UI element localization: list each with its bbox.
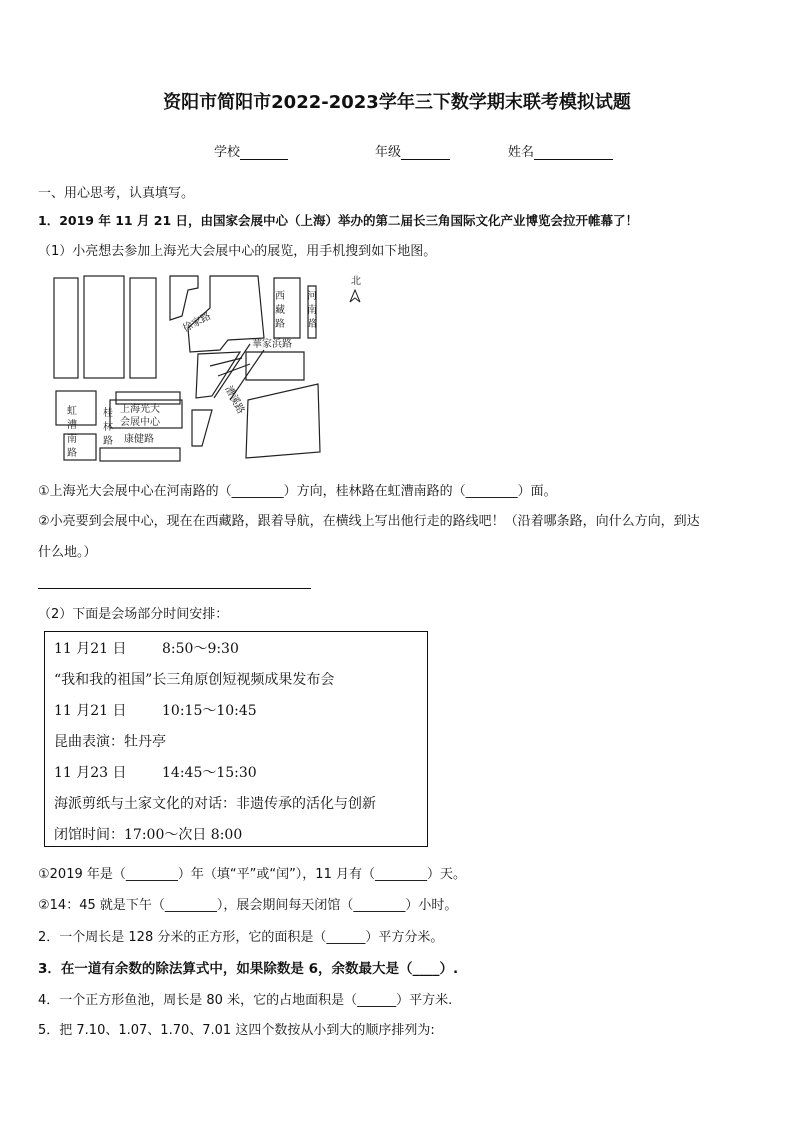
schedule-closing: 闭馆时间：17:00～次日 8:00 xyxy=(54,827,243,843)
school-label: 学校 xyxy=(214,145,241,160)
schedule-time: 14:45～15:30 xyxy=(162,765,257,781)
schedule-time: 8:50～9:30 xyxy=(162,641,239,657)
map-road-xujia: 徐家路 xyxy=(181,310,213,335)
grade-field xyxy=(375,141,450,160)
map-road-hejia: 華家浜路 xyxy=(252,339,292,350)
map-road-caoxi: 漕溪路 xyxy=(222,384,247,416)
map-venue-line1: 上海光大 xyxy=(120,404,160,415)
question-5: 5．把 7.10、1.07、1.70、7.01 这四个数按从小到大的顺序排列为: xyxy=(38,1023,435,1038)
map-road-henan: 河南路 xyxy=(307,291,317,330)
question-3: 3．在一道有余数的除法算式中，如果除数是 6，余数最大是（____）. xyxy=(38,961,459,977)
map-road-guilin: 桂林路 xyxy=(103,408,113,447)
answer-line[interactable] xyxy=(38,588,311,589)
question-1-sub-2-line-2: 什么地。） xyxy=(38,545,97,560)
page-title: 资阳市简阳市2022-2023学年三下数学期末联考模拟试题 xyxy=(163,92,631,113)
schedule-event: 昆曲表演：牡丹亭 xyxy=(54,734,166,750)
question-2: 2．一个周长是 128 分米的正方形，它的面积是（______）平方分米。 xyxy=(38,930,444,945)
section-heading: 一、用心思考，认真填写。 xyxy=(38,186,195,201)
question-4: 4．一个正方形鱼池，周长是 80 米，它的占地面积是（______）平方米. xyxy=(38,993,453,1008)
area-map xyxy=(50,268,380,463)
question-1-sub-4: ②14：45 就是下午（________），展会期间每天闭馆（________）小时。 xyxy=(38,898,458,913)
grade-blank[interactable] xyxy=(401,145,450,160)
school-blank[interactable] xyxy=(240,145,288,160)
question-1-part-2: （2）下面是会场部分时间安排： xyxy=(38,607,229,622)
name-field xyxy=(508,141,613,160)
grade-label: 年级 xyxy=(375,145,402,160)
schedule-row xyxy=(54,638,239,658)
name-blank[interactable] xyxy=(534,145,613,160)
name-label: 姓名 xyxy=(508,145,535,160)
map-venue-line2: 会展中心 xyxy=(120,417,160,428)
map-road-hongcao: 虹漕南路 xyxy=(67,406,77,459)
schedule-date: 11 月21 日 xyxy=(54,641,127,657)
map-road-kangjian: 康健路 xyxy=(124,434,154,445)
question-1-stem: 1．2019 年 11 月 21 日，由国家会展中心（上海）举办的第二届长三角国际文化产业博览会拉开帷幕了！ xyxy=(38,213,639,228)
question-1-sub-3: ①2019 年是（________）年（填“平”或“闰”），11 月有（________）天。 xyxy=(38,867,466,882)
schedule-row xyxy=(54,762,257,782)
schedule-date: 11 月23 日 xyxy=(54,765,127,781)
map-road-xizang: 西藏路 xyxy=(275,291,285,330)
schedule-event: 海派剪纸与土家文化的对话：非遗传承的活化与创新 xyxy=(54,796,376,812)
north-label: 北 xyxy=(351,276,361,287)
question-1-sub-1: ①上海光大会展中心在河南路的（________）方向，桂林路在虹漕南路的（________）面。 xyxy=(38,484,557,499)
question-1-sub-2-line-1: ②小亮要到会展中心，现在在西藏路，跟着导航，在横线上写出他行走的路线吧！（沿着哪条路，向什么方向，到达 xyxy=(38,514,700,529)
schedule-date: 11 月21 日 xyxy=(54,703,127,719)
schedule-box xyxy=(44,631,428,847)
schedule-event: “我和我的祖国”长三角原创短视频成果发布会 xyxy=(54,672,335,688)
schedule-row xyxy=(54,700,257,720)
question-1-part-1: （1）小亮想去参加上海光大会展中心的展览，用手机搜到如下地图。 xyxy=(38,244,437,259)
north-arrow-icon xyxy=(350,290,360,302)
school-field xyxy=(214,141,288,160)
schedule-time: 10:15～10:45 xyxy=(162,703,257,719)
